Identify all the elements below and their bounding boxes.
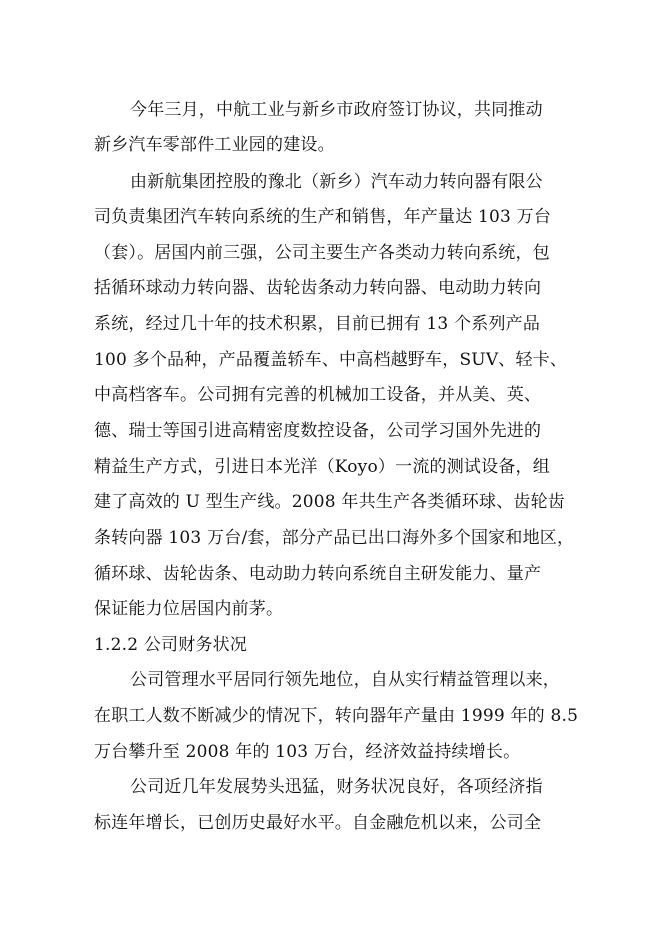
section-heading: 1.2.2 公司财务状况 [94,635,248,655]
text-line: 公司近几年发展势头迅猛，财务状况良好，各项经济指 [130,777,543,797]
text-line: 建了高效的 U 型生产线。2008 年共生产各类循环球、齿轮齿 [94,492,566,512]
text-line: 司负责集团汽车转向系统的生产和销售，年产量达 103 万台 [94,207,552,227]
text-line: 新乡汽车零部件工业园的建设。 [94,135,335,155]
text-line: 公司管理水平居同行领先地位，自从实行精益管理以来， [130,670,560,690]
text-line: 系统，经过几十年的技术积累，目前已拥有 13 个系列产品 [94,314,541,334]
text-line: 保证能力位居国内前茅。 [94,599,284,619]
text-line: 条转向器 103 万台/套，部分产品已出口海外多个国家和地区， [94,528,575,548]
text-line: 中高档客车。公司拥有完善的机械加工设备，并从美、英、 [94,385,542,405]
text-line: 德、瑞士等国引进高精密度数控设备，公司学习国外先进的 [94,421,542,441]
text-line: 今年三月，中航工业与新乡市政府签订协议，共同推动 [130,100,543,120]
text-line: 100 多个品种，产品覆盖轿车、中高档越野车，SUV、轻卡、 [94,350,568,370]
text-line: 循环球、齿轮齿条、电动助力转向系统自主研发能力、量产 [94,564,542,584]
text-line: 由新航集团控股的豫北（新乡）汽车动力转向器有限公 [130,172,543,192]
text-line: （套）。居国内前三强，公司主要生产各类动力转向系统，包 [94,243,550,263]
text-line: 标连年增长，已创历史最好水平。自金融危机以来，公司全 [94,813,542,833]
text-line: 括循环球动力转向器、齿轮齿条动力转向器、电动助力转向 [94,278,542,298]
text-line: 万台攀升至 2008 年的 103 万台，经济效益持续增长。 [94,742,521,762]
text-line: 精益生产方式，引进日本光洋（Koyo）一流的测试设备，组 [94,457,550,477]
text-line: 在职工人数不断减少的情况下，转向器年产量由 1999 年的 8.5 [94,706,579,726]
